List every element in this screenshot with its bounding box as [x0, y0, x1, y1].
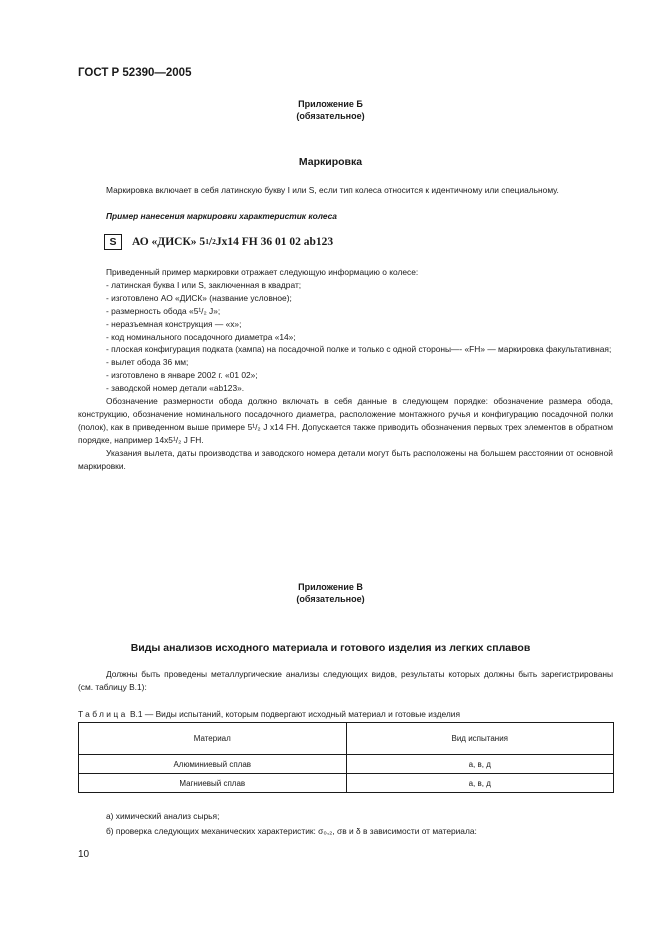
annex-v-intro-block — [78, 668, 613, 694]
explain-item: - изготовлено АО «ДИСК» (название условное); — [106, 292, 292, 303]
table-header-cell: Вид испытания — [346, 723, 614, 755]
explain-item: - вылет обода 36 мм; — [106, 357, 189, 368]
marking-example: S АО «ДИСК» 5 1 / 2 Jx14 FH 36 01 02 ab123 — [104, 234, 333, 250]
marking-slash: / — [208, 236, 213, 248]
table-header-row — [79, 723, 614, 755]
explain-item: - заводской номер детали «ab123». — [106, 383, 245, 394]
annex-v-heading: Виды анализов исходного материала и готового изделия из легких сплавов — [130, 642, 531, 654]
marking-pre: АО «ДИСК» 5 — [132, 236, 206, 248]
explain-item: - латинская буква I или S, заключенная в квадрат; — [106, 279, 302, 290]
annex-v-status: (обязательное) — [296, 594, 365, 604]
annex-b-heading: Маркировка — [298, 156, 363, 168]
annex-b-label — [0, 98, 661, 122]
table-cell: а, в, д — [346, 755, 614, 774]
location-paragraph: Указания вылета, даты производства и заводского номера детали могут быть расположены на большем расстоянии от основной маркировки. — [78, 447, 613, 471]
explain-intro: Приведенный пример маркировки отражает следующую информацию о колесе: — [106, 267, 419, 277]
table-caption-word: Таблица — [78, 709, 128, 719]
table-row — [79, 755, 614, 774]
annex-b-intro: Маркировка включает в себя латинскую букву I или S, если тип колеса относится к идентичному или специальному. — [106, 185, 559, 195]
table-header-cell: Материал — [79, 723, 347, 755]
annex-b-status: (обязательное) — [296, 111, 365, 121]
explain-item: - изготовлено в январе 2002 г. «01 02»; — [106, 370, 258, 381]
list-item: б) проверка следующих механических характеристик: σ₀,₂, σв и δ в зависимости от материала: — [106, 826, 477, 836]
marking-post: Jx14 FH 36 01 02 ab123 — [215, 236, 334, 248]
annex-v-title: Приложение В — [298, 582, 363, 592]
example-caption: Пример нанесения маркировки характеристик колеса — [106, 211, 337, 221]
explain-item: - код номинального посадочного диаметра «14»; — [106, 331, 296, 342]
annex-v-label — [0, 581, 661, 605]
list-item: а) химический анализ сырья; — [106, 811, 220, 821]
table-cell: Алюминиевый сплав — [79, 755, 347, 774]
table-row — [79, 774, 614, 793]
document-code: ГОСТ Р 52390—2005 — [78, 67, 192, 79]
tests-table — [78, 722, 614, 793]
marking-square-box: S — [104, 234, 122, 250]
table-cell: а, в, д — [346, 774, 614, 793]
annex-b-intro-block — [78, 184, 613, 197]
table-caption — [78, 709, 460, 719]
explain-item: - неразъемная конструкция — «x»; — [106, 318, 242, 329]
annex-v-intro: Должны быть проведены металлургические анализы следующих видов, результаты которых должны быть зарегистрированы (см. таблицу В.1): — [78, 669, 613, 692]
explain-item: - размерность обода «5¹/₂ J»; — [106, 305, 221, 316]
designation-paragraph: Обозначение размерности обода должно включать в себя данные в следующем порядке: обозначение размера обода, конструкцию, обозначение номинального посадочного диаметра, расположение монтажного ручья и конфигурацию посадочной полки (полок), как в приведенном выше примере 5¹/₂ J x14 FH. Допускается также приводить обозначения первых трех элементов в обратном порядке, например 14x5¹/₂ J FH. — [78, 396, 613, 445]
table-cell: Магниевый сплав — [79, 774, 347, 793]
annex-b-title: Приложение Б — [298, 99, 363, 109]
explain-item: - плоская конфигурация подката (хампа) на посадочной полке и только с одной стороны—- «FH» — маркировка факультативная; — [106, 344, 612, 355]
table-caption-rest: В.1 — Виды испытаний, которым подвергают исходный материал и готовые изделия — [127, 709, 460, 719]
page-number: 10 — [78, 849, 90, 860]
marking-explanation — [78, 266, 613, 473]
